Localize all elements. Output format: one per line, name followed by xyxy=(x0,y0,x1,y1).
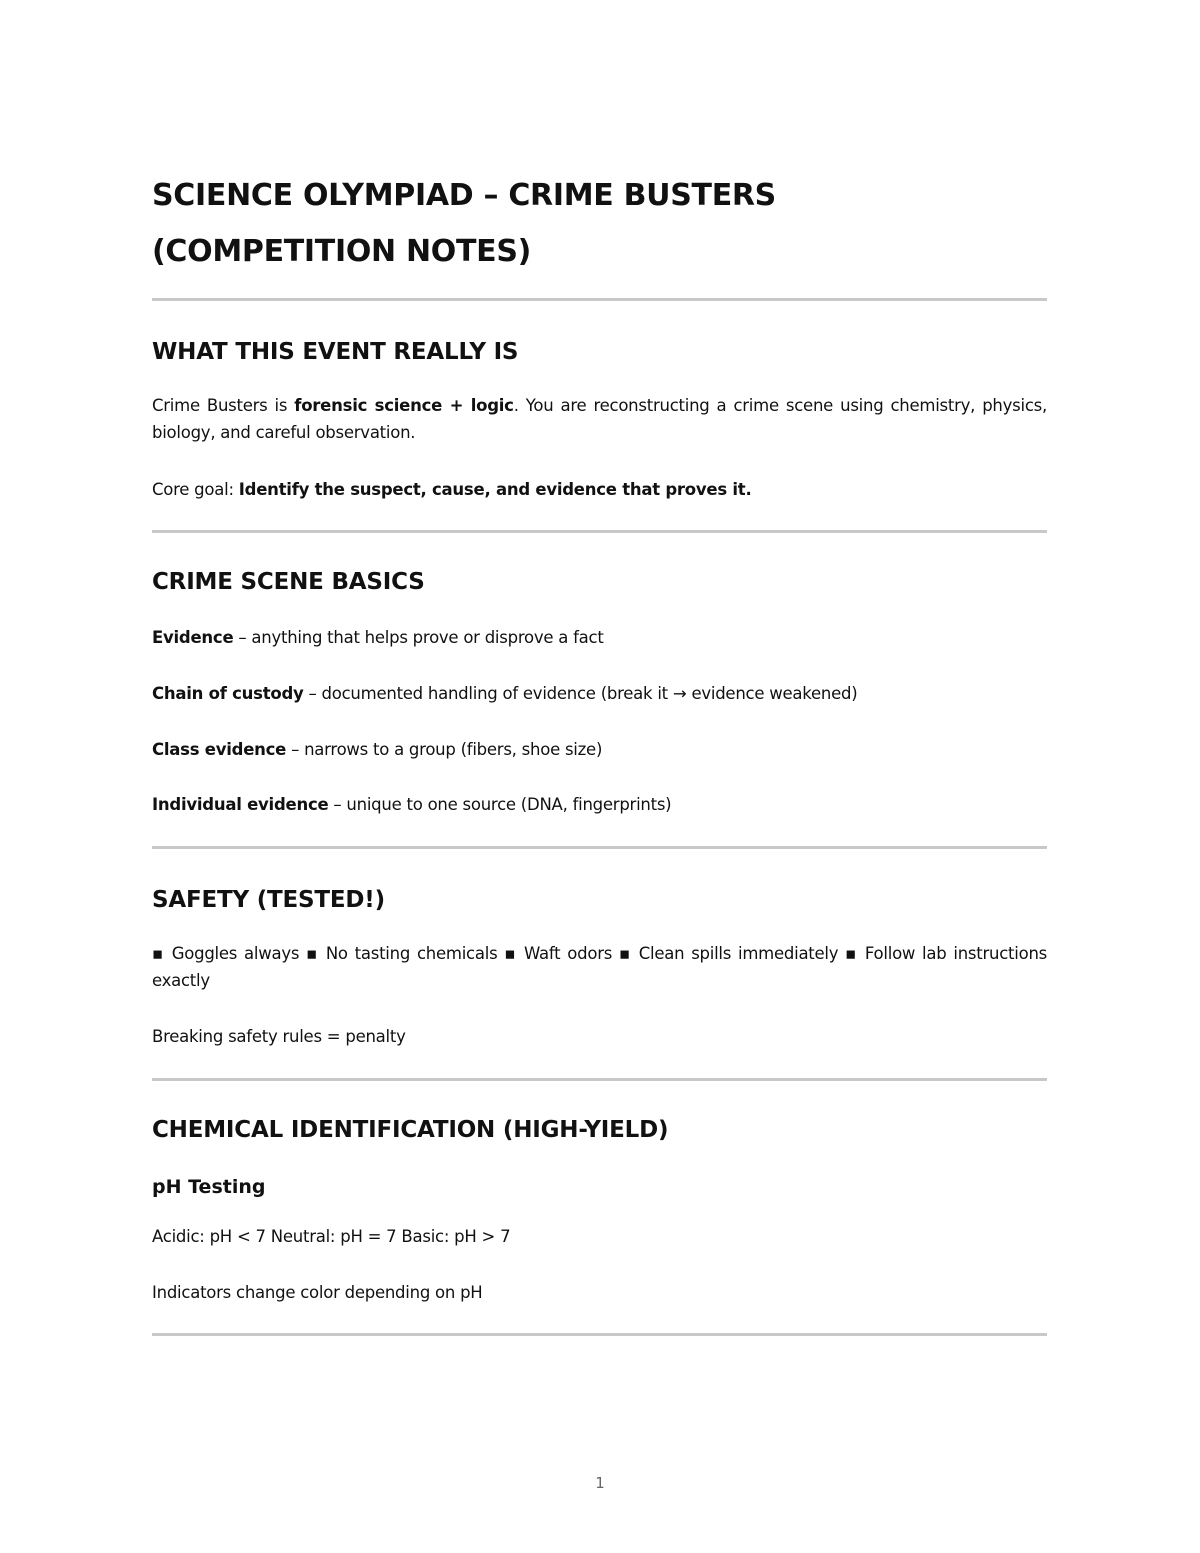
term-individual-evidence xyxy=(152,791,1047,818)
divider xyxy=(152,530,1047,533)
term-definition: – documented handling of evidence (break it → evidence weakened) xyxy=(303,684,858,703)
intro-bold: forensic science + logic xyxy=(294,396,514,415)
intro-suffix: . You are reconstructing a crime scene using chemistry, physics, biology, and careful observation. xyxy=(152,396,1047,442)
term-definition: – anything that helps prove or disprove a fact xyxy=(233,628,604,647)
ph-ranges-paragraph: Acidic: pH < 7 Neutral: pH = 7 Basic: pH > 7 xyxy=(152,1227,511,1246)
title-line-2: (COMPETITION NOTES) xyxy=(152,234,532,269)
term-label: Chain of custody xyxy=(152,684,304,703)
divider xyxy=(152,298,1047,301)
section-heading-chemical-identification: CHEMICAL IDENTIFICATION (HIGH-YIELD) xyxy=(152,1117,669,1143)
divider xyxy=(152,846,1047,849)
term-chain-of-custody xyxy=(152,680,1047,707)
core-goal-label: Core goal: xyxy=(152,480,239,499)
section-heading-crime-scene-basics: CRIME SCENE BASICS xyxy=(152,569,425,595)
title-line-1: SCIENCE OLYMPIAD – CRIME BUSTERS xyxy=(152,178,776,213)
intro-prefix: Crime Busters is xyxy=(152,396,295,415)
term-class-evidence xyxy=(152,736,1047,763)
core-goal-paragraph xyxy=(152,476,1047,503)
divider xyxy=(152,1078,1047,1081)
term-evidence xyxy=(152,624,1047,651)
term-label: Evidence xyxy=(152,628,234,647)
event-intro-paragraph xyxy=(152,392,1047,446)
term-definition: – narrows to a group (fibers, shoe size) xyxy=(286,740,603,759)
safety-penalty-note: Breaking safety rules = penalty xyxy=(152,1027,406,1046)
subheading-ph-testing: pH Testing xyxy=(152,1176,266,1198)
term-label: Individual evidence xyxy=(152,795,329,814)
section-heading-safety: SAFETY (TESTED!) xyxy=(152,887,385,913)
section-heading-what-this-event-is: WHAT THIS EVENT REALLY IS xyxy=(152,339,519,365)
term-definition: – unique to one source (DNA, fingerprints) xyxy=(328,795,672,814)
divider xyxy=(152,1333,1047,1336)
term-label: Class evidence xyxy=(152,740,287,759)
document-title xyxy=(152,168,1047,280)
core-goal-text: Identify the suspect, cause, and evidence that proves it. xyxy=(238,480,752,499)
page-number: 1 xyxy=(595,1474,605,1492)
safety-rules-paragraph: ▪ Goggles always ▪ No tasting chemicals ▪ Waft odors ▪ Clean spills immediately ▪ Follow lab instructions exactly xyxy=(152,944,1047,990)
indicator-note-paragraph: Indicators change color depending on pH xyxy=(152,1283,483,1302)
